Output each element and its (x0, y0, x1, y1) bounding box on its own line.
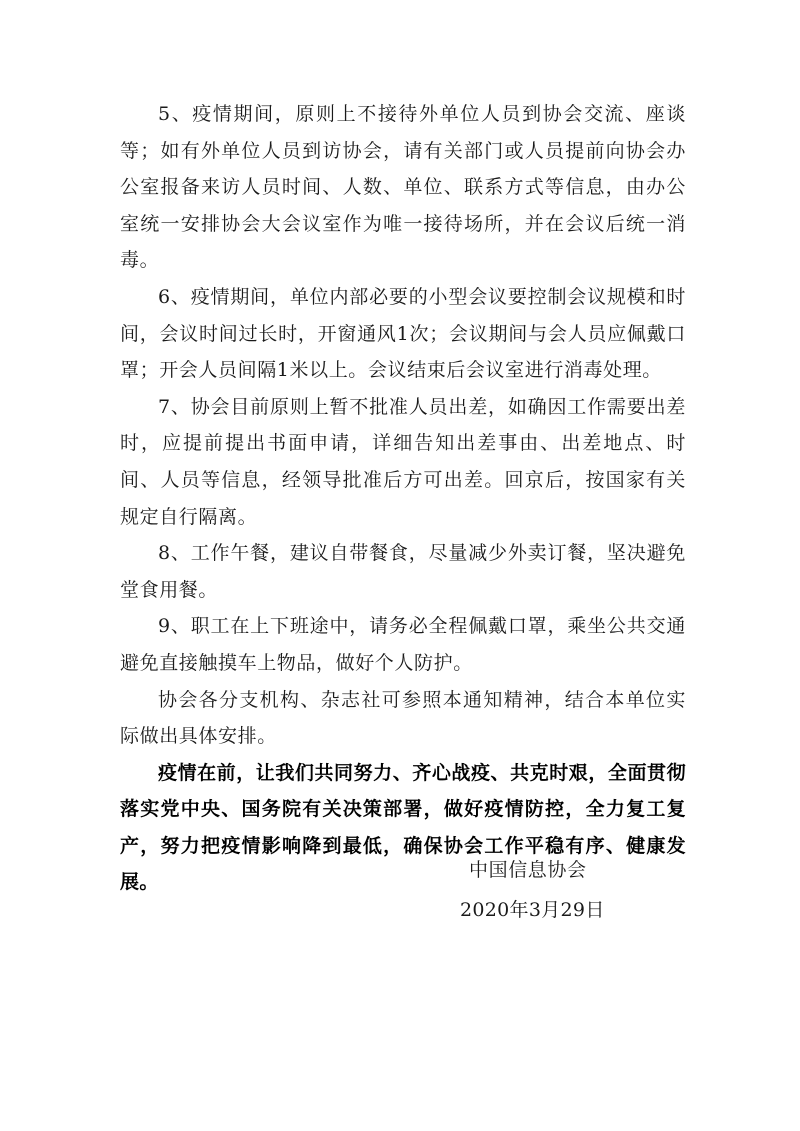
paragraph-item-7: 7、协会目前原则上暂不批准人员出差，如确因工作需要出差时，应提前提出书面申请，详细告知出差事由、出差地点、时间、人员等信息，经领导批准后方可出差。回京后，按国家有关规定自行隔离。 (120, 395, 686, 528)
paragraph-item-8: 8、工作午餐，建议自带餐食，尽量减少外卖订餐，坚决避免堂食用餐。 (120, 542, 686, 601)
paragraph-item-6: 6、疫情期间，单位内部必要的小型会议要控制会议规模和时间，会议时间过长时，开窗通风1次；会议期间与会人员应佩戴口罩；开会人员间隔1米以上。会议结束后会议室进行消毒处理。 (120, 285, 686, 382)
signature-date: 2020年3月29日 (460, 899, 605, 921)
paragraph-item-9: 9、职工在上下班途中，请务必全程佩戴口罩，乘坐公共交通避免直接触摸车上物品，做好个人防护。 (120, 615, 686, 674)
signature-organization: 中国信息协会 (469, 859, 587, 881)
closing-statement: 疫情在前，让我们共同努力、齐心战疫、共克时艰，全面贯彻落实党中央、国务院有关决策部署，做好疫情防控，全力复工复产，努力把疫情影响降到最低，确保协会工作平稳有序、健康发展。 (120, 761, 686, 894)
signature-block (430, 850, 630, 930)
paragraph-branches-note: 协会各分支机构、杂志社可参照本通知精神，结合本单位实际做出具体安排。 (120, 688, 686, 748)
paragraph-item-5: 5、疫情期间，原则上不接待外单位人员到协会交流、座谈等；如有外单位人员到访协会，请有关部门或人员提前向协会办公室报备来访人员时间、人数、单位、联系方式等信息，由办公室统一安排协会大会议室作为唯一接待场所，并在会议后统一消毒。 (120, 103, 686, 272)
notice-body (120, 96, 686, 901)
